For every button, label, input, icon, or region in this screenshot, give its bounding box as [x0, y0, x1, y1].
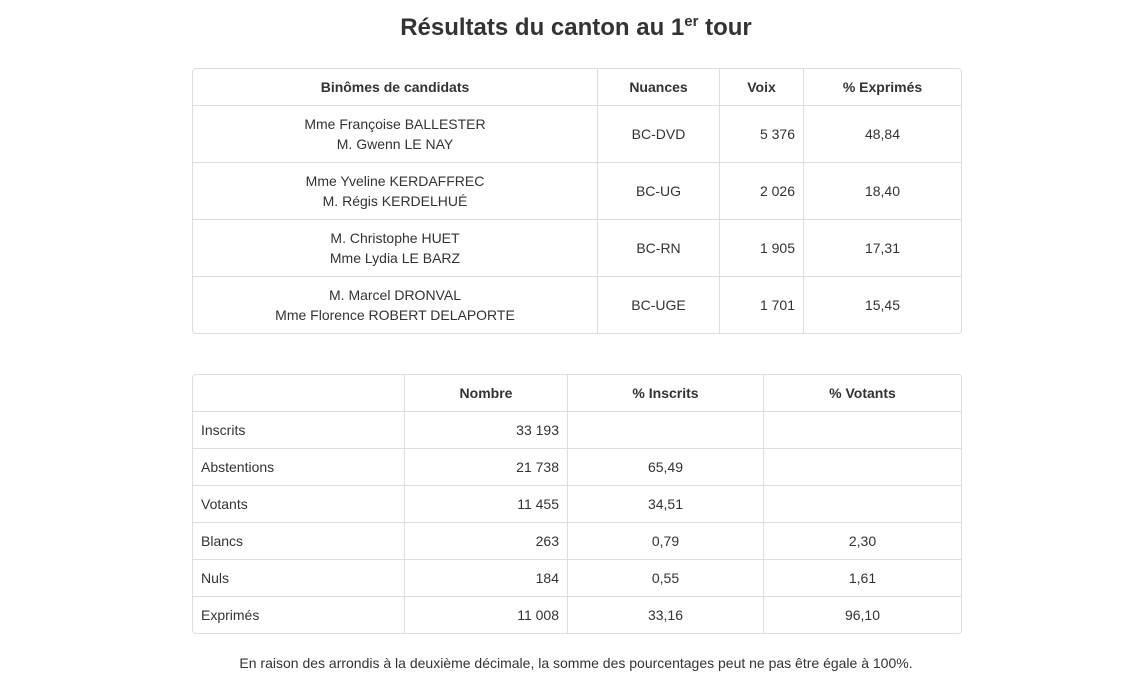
candidate-name: Mme Françoise BALLESTER: [304, 116, 486, 132]
table-row: [193, 411, 961, 448]
pct-cell: 17,31: [804, 219, 961, 276]
candidate-name: M. Régis KERDELHUÉ: [322, 193, 468, 209]
page-title: [0, 12, 1142, 44]
stat-nombre: 263: [405, 522, 568, 559]
stat-nombre: 21 738: [405, 448, 568, 485]
header-nuances: Nuances: [598, 69, 720, 105]
header-pct-exprimes: % Exprimés: [842, 79, 923, 95]
table-row: [193, 485, 961, 522]
stat-label: Blancs: [193, 522, 405, 559]
nuance-cell: BC-DVD: [598, 105, 720, 162]
candidate-pair: [193, 276, 598, 333]
voix-cell: 5 376: [720, 105, 804, 162]
pct-cell: 18,40: [804, 162, 961, 219]
table-row: [193, 448, 961, 485]
candidate-name: Mme Lydia LE BARZ: [329, 250, 461, 266]
stats-table: [192, 374, 962, 634]
candidate-name: Mme Florence ROBERT DELAPORTE: [275, 307, 515, 323]
stat-label: Votants: [193, 485, 405, 522]
title-text: Résultats du canton au 1: [400, 14, 685, 41]
pct-cell: 15,45: [804, 276, 961, 333]
stat-nombre: 33 193: [405, 411, 568, 448]
stat-pct-inscrits: 0,79: [568, 522, 764, 559]
nuance-cell: BC-UGE: [598, 276, 720, 333]
stat-nombre: 11 008: [405, 596, 568, 633]
pct-cell: 48,84: [804, 105, 961, 162]
voix-cell: 2 026: [720, 162, 804, 219]
stat-pct-inscrits: 33,16: [568, 596, 764, 633]
stat-pct-inscrits: 65,49: [568, 448, 764, 485]
footnote: En raison des arrondis à la deuxième décimale, la somme des pourcentages peut ne pas être égale à 100%.: [239, 655, 913, 671]
candidate-pair: [193, 105, 598, 162]
table-row: [193, 219, 961, 276]
stat-label: Abstentions: [193, 448, 405, 485]
stat-pct-inscrits: [568, 411, 764, 448]
title-superscript: er: [684, 13, 699, 30]
candidate-name: Mme Yveline KERDAFFREC: [305, 173, 485, 189]
table-row: [193, 105, 961, 162]
nuance-cell: BC-RN: [598, 219, 720, 276]
candidates-table: [192, 68, 962, 334]
stat-pct-inscrits: 34,51: [568, 485, 764, 522]
title-suffix: tour: [698, 14, 752, 41]
stats-header-row: [193, 375, 961, 411]
stat-label: Nuls: [193, 559, 405, 596]
voix-cell: 1 905: [720, 219, 804, 276]
header-voix: Voix: [720, 69, 804, 105]
candidate-pair: [193, 219, 598, 276]
stat-pct-votants: 96,10: [764, 596, 961, 633]
stat-pct-votants: [764, 485, 961, 522]
table-row: [193, 276, 961, 333]
stat-pct-votants: 1,61: [764, 559, 961, 596]
header-empty: [193, 375, 405, 411]
candidate-name: M. Marcel DRONVAL: [329, 287, 461, 303]
stat-label: Inscrits: [193, 411, 405, 448]
stat-nombre: 184: [405, 559, 568, 596]
stat-pct-votants: [764, 411, 961, 448]
table-row: [193, 522, 961, 559]
header-nombre: Nombre: [405, 375, 568, 411]
voix-cell: 1 701: [720, 276, 804, 333]
candidate-name: M. Gwenn LE NAY: [336, 136, 454, 152]
candidate-pair: [193, 162, 598, 219]
candidates-header-row: [193, 69, 961, 105]
candidate-name: M. Christophe HUET: [330, 230, 460, 246]
table-row: [193, 559, 961, 596]
stat-pct-inscrits: 0,55: [568, 559, 764, 596]
header-binomes: Binômes de candidats: [193, 69, 598, 105]
table-row: [193, 162, 961, 219]
stat-pct-votants: [764, 448, 961, 485]
header-pct-inscrits: % Inscrits: [568, 375, 764, 411]
table-row: [193, 596, 961, 633]
nuance-cell: BC-UG: [598, 162, 720, 219]
stat-nombre: 11 455: [405, 485, 568, 522]
stat-pct-votants: 2,30: [764, 522, 961, 559]
stat-label: Exprimés: [193, 596, 405, 633]
header-pct-votants: % Votants: [829, 385, 896, 401]
